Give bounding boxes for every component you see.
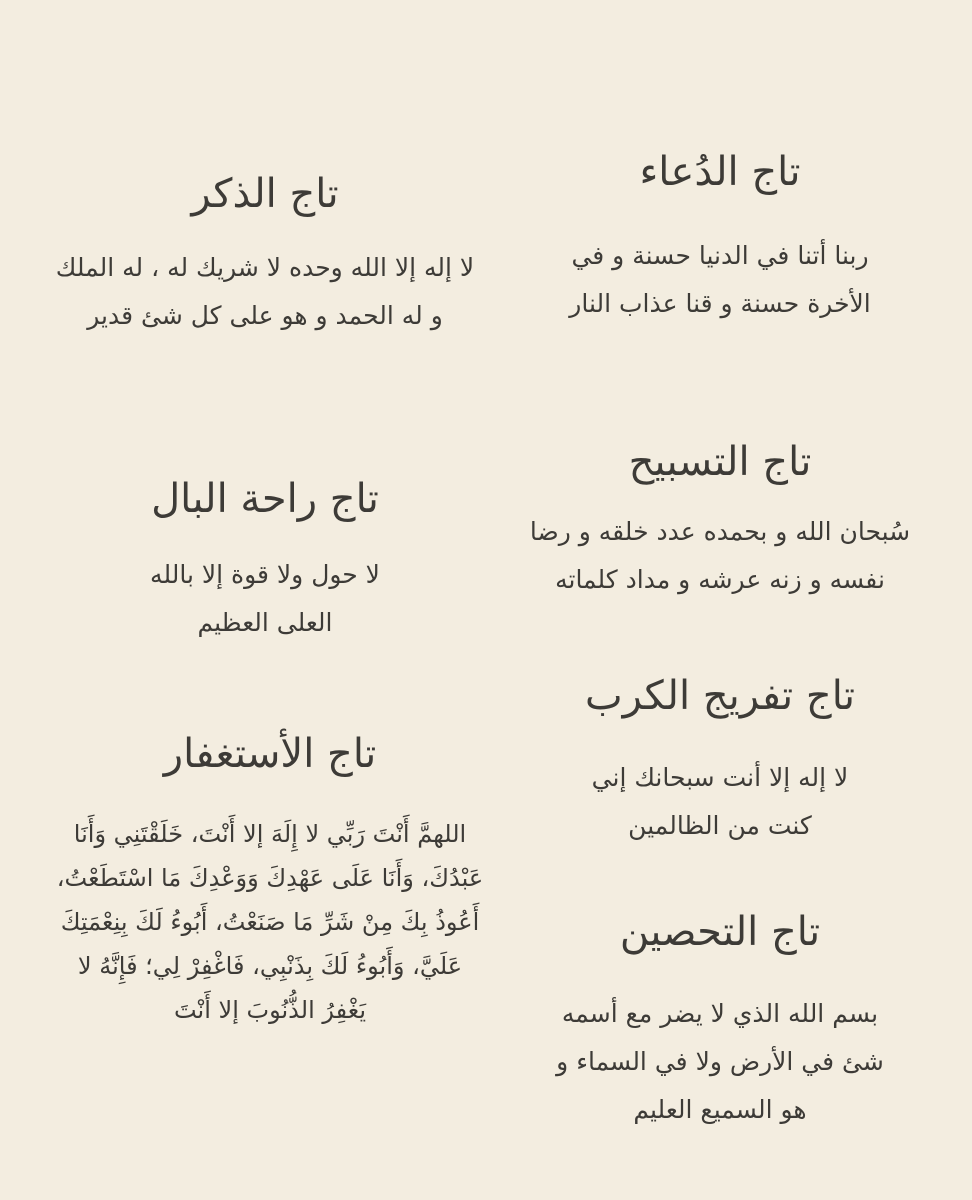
section-title: تاج الذكر [191, 171, 339, 217]
section-title: تاج الدُعاء [639, 149, 801, 195]
text-line: شئ في الأرض ولا في السماء و [556, 1047, 884, 1076]
section-tasbih [485, 438, 955, 604]
section-peace-of-mind [60, 475, 470, 647]
section-istighfar [25, 730, 515, 1032]
text-line: ربنا أتنا في الدنيا حسنة و في [571, 241, 869, 270]
text-line: أَعُوذُ بِكَ مِنْ شَرِّ مَا صَنَعْتُ، أَبُوءُ لَكَ بِنِعْمَتِكَ [60, 908, 480, 936]
text-line: هو السميع العليم [633, 1095, 807, 1124]
text-line: بسم الله الذي لا يضر مع أسمه [561, 999, 879, 1028]
section-dua [505, 148, 935, 328]
section-text [505, 232, 935, 328]
section-dhikr [40, 170, 490, 340]
text-line: الأخرة حسنة و قنا عذاب النار [569, 289, 871, 318]
section-title: تاج تفريج الكرب [584, 673, 856, 719]
text-line: عَلَيَّ، وَأَبُوءُ لَكَ بِذَنْبِي، فَاغْفِرْ لِي؛ فَإِنَّهُ لا [77, 952, 463, 980]
section-text [60, 551, 470, 647]
text-line: اللهمَّ أَنْتَ رَبِّي لا إِلَهَ إلا أَنْتَ، خَلَقْتَنِي وَأَنَا [73, 820, 467, 848]
text-line: سُبحان الله و بحمده عدد خلقه و رضا [529, 517, 911, 546]
text-line: العلى العظيم [197, 608, 333, 637]
section-relief [505, 672, 935, 850]
text-line: و له الحمد و هو على كل شئ قدير [87, 301, 443, 330]
text-line: لا إله إلا الله وحده لا شريك له ، له الملك [55, 253, 475, 282]
text-line: لا إله إلا أنت سبحانك إني [591, 763, 849, 792]
section-text [505, 754, 935, 850]
section-title: تاج التحصين [619, 909, 821, 955]
section-protection [505, 908, 935, 1134]
section-title: تاج التسبيح [628, 439, 812, 485]
section-title: تاج راحة البال [151, 476, 379, 522]
section-text [505, 990, 935, 1134]
text-line: كنت من الظالمين [628, 811, 812, 840]
section-text [25, 812, 515, 1032]
text-line: لا حول ولا قوة إلا بالله [150, 560, 380, 589]
section-text [40, 244, 490, 340]
section-text [485, 508, 955, 604]
text-line: يَغْفِرُ الذُّنُوبَ إلا أَنْتَ [173, 996, 367, 1024]
text-line: نفسه و زنه عرشه و مداد كلماته [555, 565, 885, 594]
section-title: تاج الأستغفار [163, 731, 377, 777]
text-line: عَبْدُكَ، وَأَنَا عَلَى عَهْدِكَ وَوَعْدِكَ مَا اسْتَطَعْتُ، [56, 864, 484, 892]
